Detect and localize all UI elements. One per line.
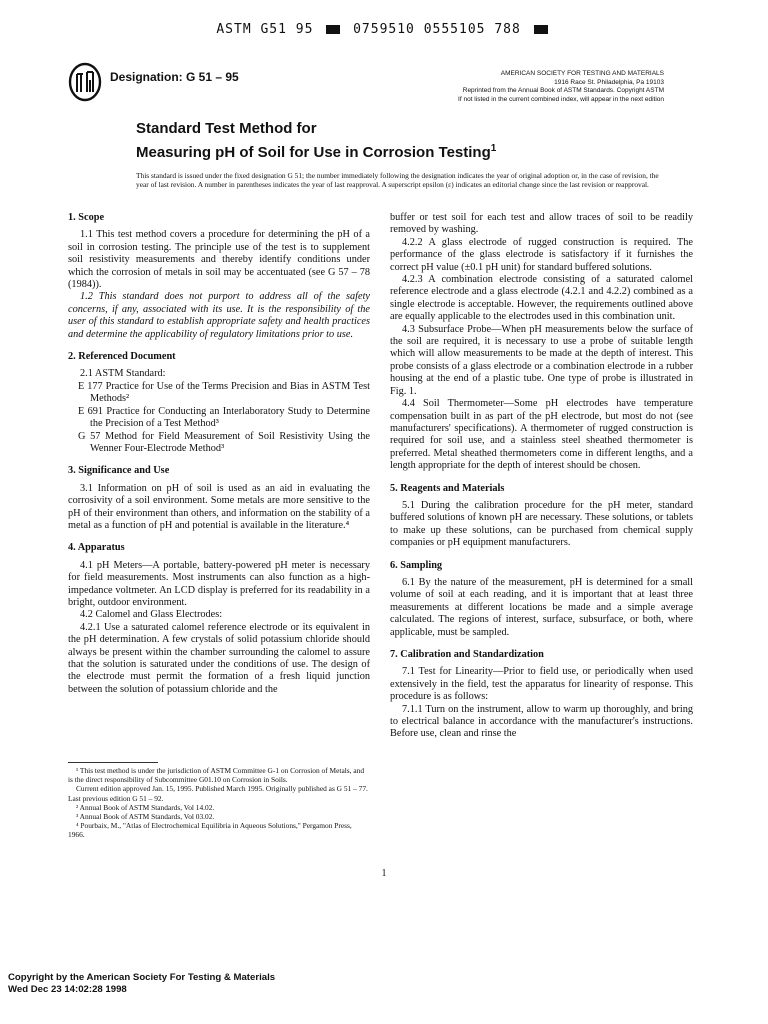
footnote: ³ Annual Book of ASTM Standards, Vol 03.02. bbox=[76, 812, 215, 822]
reference-item: G 57 Method for Field Measurement of Soil Resistivity Using the Wenner Four-Electrode Method³ bbox=[78, 430, 370, 454]
paragraph: 4.4 Soil Thermometer—Some pH electrodes have temperature compensation built in as part of the pH electrode, but most do not (see manufacturers' specifications). A thermometer of rugged construction is required for soil use, and a stainless steel sheathed thermometer is preferred. Metal sheathed thermometers come in different lengths, and a length appropriate for the depth of interest should be chosen. bbox=[390, 398, 693, 472]
issuance-note: This standard is issued under the fixed designation G 51; the number immediately following the designation indicates the year of original adoption or, in the case of revision, the year of last revision. A number in parentheses indicates the year of last reapproval. A superscript epsilon (ε) indicates an editorial change since the last revision or reapproval. bbox=[136, 171, 659, 190]
footnotes bbox=[68, 762, 370, 840]
footnote: ⁴ Pourbaix, M., "Atlas of Electrochemical Equilibria in Aqueous Solutions," Pergamon Press, 1966. bbox=[68, 821, 352, 840]
section-heading: 2. Referenced Document bbox=[68, 351, 176, 363]
barcode-block bbox=[326, 25, 340, 34]
code-right: 0759510 0555105 788 bbox=[353, 22, 521, 37]
paragraph: 4.2 Calomel and Glass Electrodes: bbox=[80, 609, 223, 621]
section-heading: 3. Significance and Use bbox=[68, 465, 170, 477]
paragraph: 4.1 pH Meters—A portable, battery-powered pH meter is necessary for field measurements. Most instruments can also function as a high-impedance voltmeter. An LCD display is preferred for its readability in a bright, outdoor environment. bbox=[68, 559, 370, 608]
paragraph: 3.1 Information on pH of soil is used as an aid in evaluating the corrosivity of a soil environment. Some metals are more sensitive to the pH of their environment than others, and information on the stability of a metal as a function of pH and potential is available in the literature.⁴ bbox=[68, 482, 370, 531]
publisher-line: Reprinted from the Annual Book of ASTM Standards. Copyright ASTM bbox=[462, 87, 664, 95]
left-column bbox=[68, 212, 370, 696]
document-title bbox=[136, 119, 656, 163]
reference-item: E 177 Practice for Use of the Terms Precision and Bias in ASTM Test Methods² bbox=[78, 380, 370, 405]
paragraph: 4.3 Subsurface Probe—When pH measurements below the surface of the soil are required, it is necessary to use a probe of suitable length which will allow measurements to be made at the depth of interest. This probe consists of a glass electrode or a combination electrode in a rubber housing at the end of a plastic tube. One type of probe is illustrated in Fig. 1. bbox=[390, 323, 693, 397]
publisher-line: If not listed in the current combined index, will appear in the next edition bbox=[458, 95, 664, 103]
paragraph: 4.2.1 Use a saturated calomel reference electrode or its equivalent in the pH determination. A few crystals of solid potassium chloride should always be present within the chamber surrounding the calomel to assure that the solution is saturated under the conditions of use. The design of the electrode must permit the formation of a fresh liquid junction between the solution of potassium chloride and the bbox=[68, 621, 370, 695]
title-line-1: Standard Test Method for bbox=[136, 120, 317, 137]
publisher-info bbox=[400, 70, 664, 104]
paragraph: 7.1 Test for Linearity—Prior to field use, or periodically when used extensively in the field, test the apparatus for linearity of response. This procedure is as follows: bbox=[390, 666, 693, 703]
publisher-line: 1916 Race St. Philadelphia, Pa 19103 bbox=[554, 78, 664, 86]
publisher-line: AMERICAN SOCIETY FOR TESTING AND MATERIALS bbox=[500, 70, 664, 77]
title-footnote-mark: 1 bbox=[490, 143, 497, 154]
paragraph: 5.1 During the calibration procedure for the pH meter, standard buffered solutions of known pH are necessary. These solutions, or tablets to make up these solutions, can be purchased from chemical supply companies or pH equipment manufacturers. bbox=[390, 499, 693, 549]
section-heading: 6. Sampling bbox=[390, 559, 443, 571]
copyright-line: Wed Dec 23 14:02:28 1998 bbox=[8, 983, 127, 995]
footnote-rule bbox=[68, 762, 158, 763]
footnote: Current edition approved Jan. 15, 1995. Published March 1995. Originally published as G 51 – 77. Last previous edition G 51 – 92. bbox=[68, 784, 368, 803]
paragraph: 7.1.1 Turn on the instrument, allow to warm up thoroughly, and bring to electrical balance in accordance with the manufacturer's instructions. Before use, clean and rinse the bbox=[390, 703, 693, 740]
astm-logo-icon bbox=[68, 62, 102, 102]
section-heading: 1. Scope bbox=[68, 212, 105, 223]
section-heading: 5. Reagents and Materials bbox=[390, 482, 505, 494]
section-heading: 7. Calibration and Standardization bbox=[390, 649, 544, 660]
paragraph: buffer or test soil for each test and allow traces of soil to be readily removed by washing. bbox=[390, 212, 693, 236]
reference-item: E 691 Practice for Conducting an Interlaboratory Study to Determine the Precision of a Test Method³ bbox=[78, 405, 370, 430]
paragraph: 4.2.2 A glass electrode of rugged construction is required. The performance of the glass electrode is satisfactory if it furnishes the correct pH value (±0.1 pH unit) for standard buffered solutions. bbox=[390, 236, 693, 273]
code-left: ASTM G51 95 bbox=[216, 22, 314, 37]
copyright-line: Copyright by the American Society For Testing & Materials bbox=[8, 972, 276, 983]
section-heading: 4. Apparatus bbox=[68, 542, 125, 554]
paragraph: 1.1 This test method covers a procedure for determining the pH of a soil in corrosion testing. The principle use of the test is to supplement soil resistivity measurements and thereby identify conditions under which the corrosion of metals in soil may be accentuated (see G 57 – 78 (1984)). bbox=[68, 229, 370, 291]
footnote: ¹ This test method is under the jurisdiction of ASTM Committee G-1 on Corrosion of Metals, and is the direct responsibility of Subcommittee G01.10 on Corrosion in Soils. bbox=[68, 766, 365, 785]
right-column bbox=[390, 212, 693, 741]
copyright-notice bbox=[8, 972, 275, 995]
paragraph: 1.2 This standard does not purport to address all of the safety concerns, if any, associated with its use. It is the responsibility of the user of this standard to establish appropriate safety and health practices and determine the applicability of regulatory limitations prior to use. bbox=[68, 291, 370, 340]
document-code-header bbox=[0, 22, 768, 37]
designation: Designation: G 51 – 95 bbox=[110, 70, 239, 84]
barcode-block bbox=[534, 25, 548, 34]
paragraph: 2.1 ASTM Standard: bbox=[80, 368, 166, 380]
paragraph: 4.2.3 A combination electrode consisting of a saturated calomel reference electrode and a glass electrode (4.2.1 and 4.2.2) combined as a single electrode is acceptable. However, the requirements outlined above are equally applicable to the electrodes used in this combination unit. bbox=[390, 274, 693, 323]
footnote: ² Annual Book of ASTM Standards, Vol 14.02. bbox=[76, 802, 215, 812]
paragraph: 6.1 By the nature of the measurement, pH is determined for a small volume of soil at each reading, and it is important that at least three measurements at different locations be made and a simple average calculated. The regions of interest, surface, subsurface, or both, where applicable, must be sampled. bbox=[390, 576, 693, 638]
page-number: 1 bbox=[381, 868, 387, 879]
title-line-2: Measuring pH of Soil for Use in Corrosion Testing bbox=[136, 144, 491, 161]
